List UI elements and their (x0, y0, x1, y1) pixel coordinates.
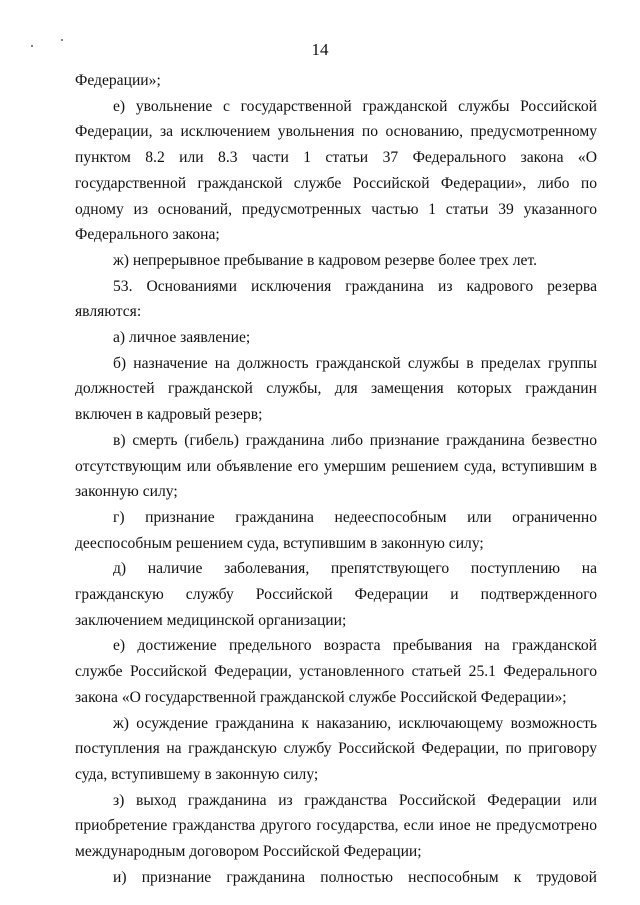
paragraph-item-z: з) выход гражданина из гражданства Российской Федерации или приобретение гражданства другого государства, если иное не предусмотрено международным договором Российской Федерации; (75, 791, 597, 861)
paragraph-item-e-age-limit: е) достижение предельного возраста пребывания на гражданской службе Российской Федерации, установленного статьей 25.1 Федерального закона «О государственной гражданской службе Российской Федерации»; (75, 637, 597, 706)
paragraph-item-i: и) признание гражданина полностью неспособным к трудовой (113, 868, 597, 886)
paragraph-continuation: Федерации»; (75, 72, 161, 89)
paragraph-item-zh-reserve-term: ж) непрерывное пребывание в кадровом резерве более трех лет. (113, 251, 537, 269)
paragraph-item-zh-conviction: ж) осуждение гражданина к наказанию, исключающему возможность поступления на гражданскую службу Российской Федерации, по приговору суда, вступившему в законную силу; (75, 714, 597, 783)
page-number: 14 (311, 40, 329, 59)
paragraph-item-a: а) личное заявление; (113, 329, 251, 347)
paragraph-item-v: в) смерть (гибель) гражданина либо признание гражданина безвестно отсутствующим или объявление его умершим решением суда, вступившим в законную силу; (75, 431, 597, 501)
document-body (75, 68, 597, 891)
paragraph-item-e-dismissal: е) увольнение с государственной гражданской службы Российской Федерации, за исключением увольнения по основанию, предусмотренному пунктом 8.2 или 8.3 части 1 статьи 37 Федерального закона «О государственной гражданской службе Российской Федерации», либо по одному из оснований, предусмотренных частью 1 статьи 39 указанного Федерального закона; (75, 97, 597, 244)
paragraph-clause-53: 53. Основаниями исключения гражданина из кадрового резерва являются: (75, 277, 597, 321)
paragraph-item-b: б) назначение на должность гражданской службы в пределах группы должностей гражданской службы, для замещения которых гражданин включен в кадровый резерв; (75, 354, 597, 424)
paragraph-item-g: г) признание гражданина недееспособным или ограниченно дееспособным решением суда, вступившим в законную силу; (75, 508, 597, 552)
paragraph-item-d: д) наличие заболевания, препятствующего поступлению на гражданскую службу Российской Федерации и подтвержденного заключением медицинской организации; (75, 560, 597, 629)
